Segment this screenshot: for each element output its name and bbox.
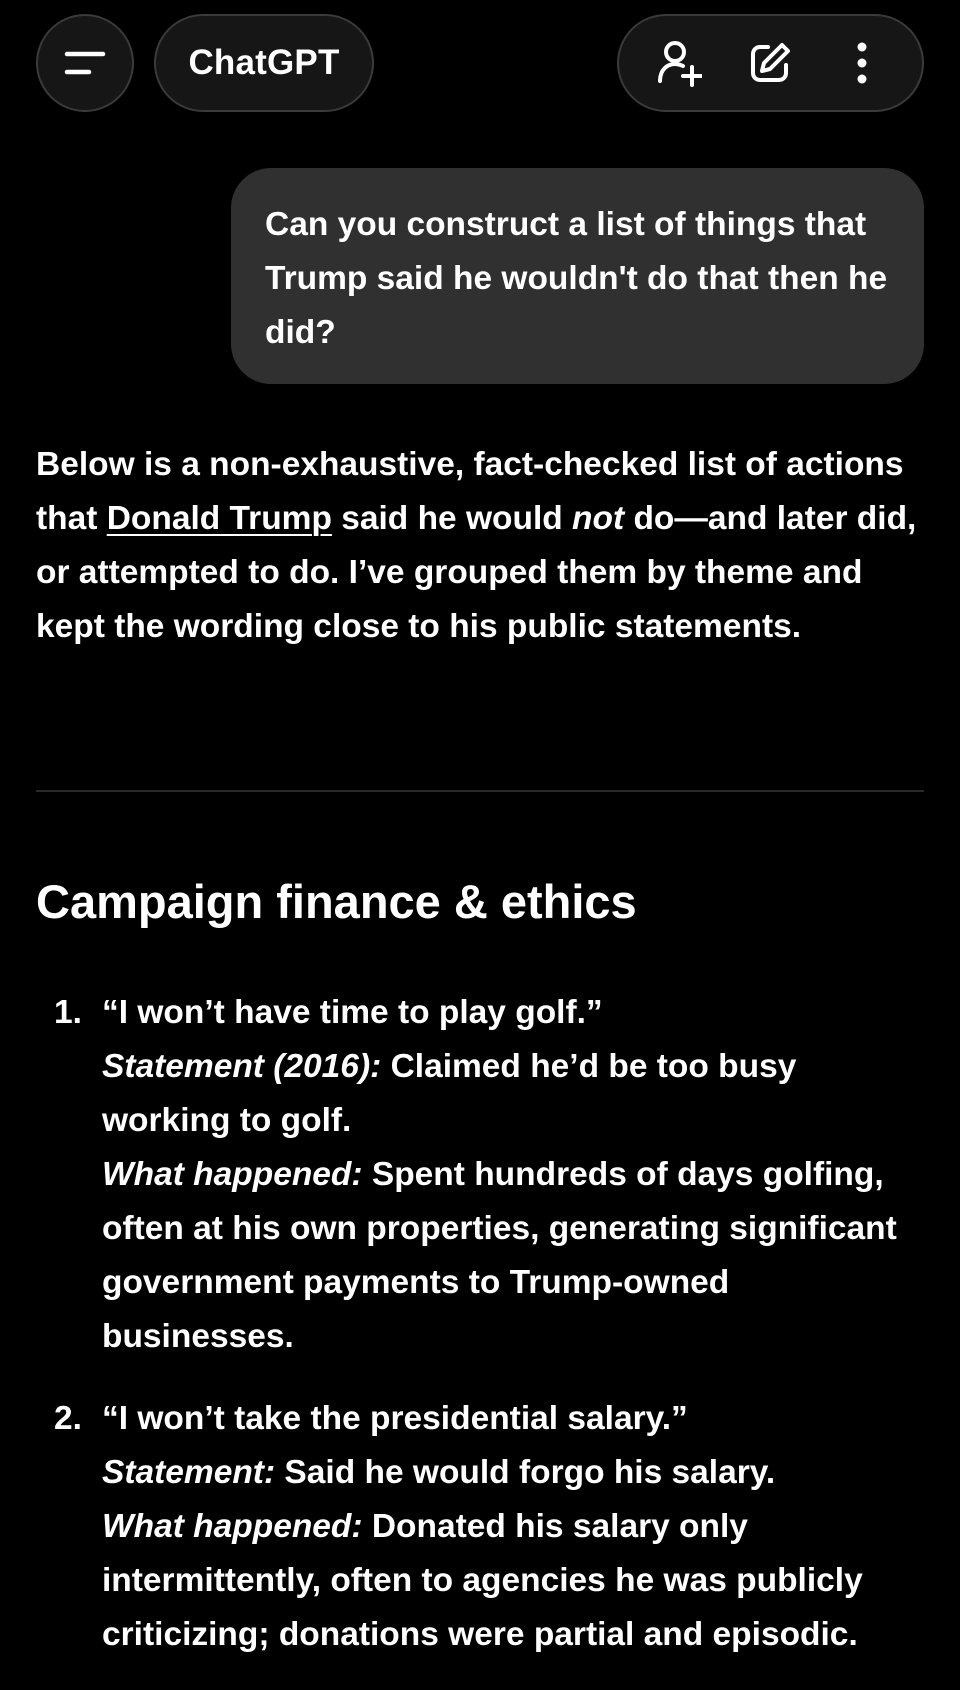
user-message-text: Can you construct a list of things that Trump said he wouldn't do that then he did? xyxy=(265,206,888,351)
header-actions xyxy=(617,14,924,112)
menu-icon xyxy=(64,48,106,78)
more-vertical-icon xyxy=(856,41,868,85)
list-item-outcome xyxy=(102,1500,926,1662)
list-item xyxy=(36,1392,926,1662)
app-title: ChatGPT xyxy=(188,43,340,82)
list-item-number: 1. xyxy=(54,994,82,1031)
intro-text-2: said he would xyxy=(331,500,573,537)
section-divider xyxy=(36,790,924,792)
list-item-statement xyxy=(102,1040,926,1148)
intro-text-1: Below is a non-exhaustive, fact-checked list of actions that xyxy=(36,446,904,537)
outcome-label: What happened: xyxy=(102,1156,363,1193)
user-message-bubble xyxy=(231,168,924,384)
edit-icon xyxy=(748,41,792,85)
claims-list xyxy=(36,986,926,1690)
intro-emphasis: not xyxy=(572,500,625,537)
donald-trump-link[interactable]: Donald Trump xyxy=(106,500,332,537)
person-plus-icon xyxy=(656,39,702,87)
list-item-quote: “I won’t have time to play golf.” xyxy=(102,994,603,1031)
list-item-outcome xyxy=(102,1148,926,1364)
statement-text: Claimed he’d be too busy working to golf. xyxy=(102,1048,797,1139)
model-selector-button[interactable] xyxy=(154,14,374,112)
intro-text-3: do—and later did, or attempted to do. I’ve grouped them by theme and kept the wording close to his public statements. xyxy=(36,500,917,645)
add-person-button[interactable] xyxy=(644,28,714,98)
new-chat-button[interactable] xyxy=(735,28,805,98)
section-heading: Campaign finance & ethics xyxy=(36,875,637,928)
outcome-text: Donated his salary only intermittently, often to agencies he was publicly criticizing; donations were partial and episodic. xyxy=(102,1508,863,1653)
list-item-statement xyxy=(102,1446,926,1500)
outcome-label: What happened: xyxy=(102,1508,363,1545)
more-options-button[interactable] xyxy=(827,28,897,98)
statement-label: Statement: xyxy=(102,1454,276,1491)
list-item xyxy=(36,986,926,1364)
list-item-quote: “I won’t take the presidential salary.” xyxy=(102,1400,688,1437)
list-item-number: 2. xyxy=(54,1400,82,1437)
menu-button[interactable] xyxy=(36,14,134,112)
statement-text: Said he would forgo his salary. xyxy=(275,1454,776,1491)
statement-label: Statement (2016): xyxy=(102,1048,382,1085)
top-bar xyxy=(0,0,960,124)
assistant-intro-paragraph xyxy=(36,438,926,654)
outcome-text: Spent hundreds of days golfing, often at his own properties, generating significant government payments to Trump-owned businesses. xyxy=(102,1156,897,1355)
